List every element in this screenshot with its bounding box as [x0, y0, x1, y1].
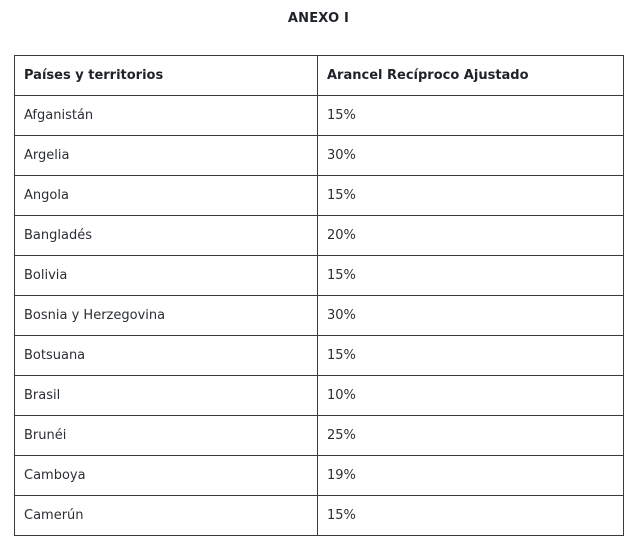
tariff-cell: 30% [318, 136, 624, 176]
country-cell: Bolivia [15, 256, 318, 296]
country-cell: Camerún [15, 496, 318, 536]
table-row [15, 296, 624, 336]
country-cell: Brunéi [15, 416, 318, 456]
country-cell: Bosnia y Herzegovina [15, 296, 318, 336]
tariff-cell: 15% [318, 96, 624, 136]
table-row [15, 496, 624, 536]
table-row [15, 176, 624, 216]
page-title: ANEXO I [287, 11, 350, 26]
tariff-cell: 30% [318, 296, 624, 336]
country-cell: Botsuana [15, 336, 318, 376]
table-row [15, 376, 624, 416]
tariff-cell: 15% [318, 336, 624, 376]
country-cell: Afganistán [15, 96, 318, 136]
table-row [15, 256, 624, 296]
country-cell: Argelia [15, 136, 318, 176]
tariff-cell: 25% [318, 416, 624, 456]
tariff-cell: 19% [318, 456, 624, 496]
country-cell: Camboya [15, 456, 318, 496]
country-cell: Brasil [15, 376, 318, 416]
tariff-cell: 20% [318, 216, 624, 256]
tariff-cell: 15% [318, 496, 624, 536]
column-header-countries: Países y territorios [15, 56, 318, 96]
table-row [15, 416, 624, 456]
table-row [15, 216, 624, 256]
column-header-tariff: Arancel Recíproco Ajustado [318, 56, 624, 96]
tariff-table [14, 55, 624, 536]
table-row [15, 336, 624, 376]
country-cell: Bangladés [15, 216, 318, 256]
tariff-cell: 15% [318, 256, 624, 296]
table-header-row [15, 56, 624, 96]
country-cell: Angola [15, 176, 318, 216]
tariff-cell: 15% [318, 176, 624, 216]
table-row [15, 136, 624, 176]
table-row [15, 456, 624, 496]
table-row [15, 96, 624, 136]
tariff-cell: 10% [318, 376, 624, 416]
